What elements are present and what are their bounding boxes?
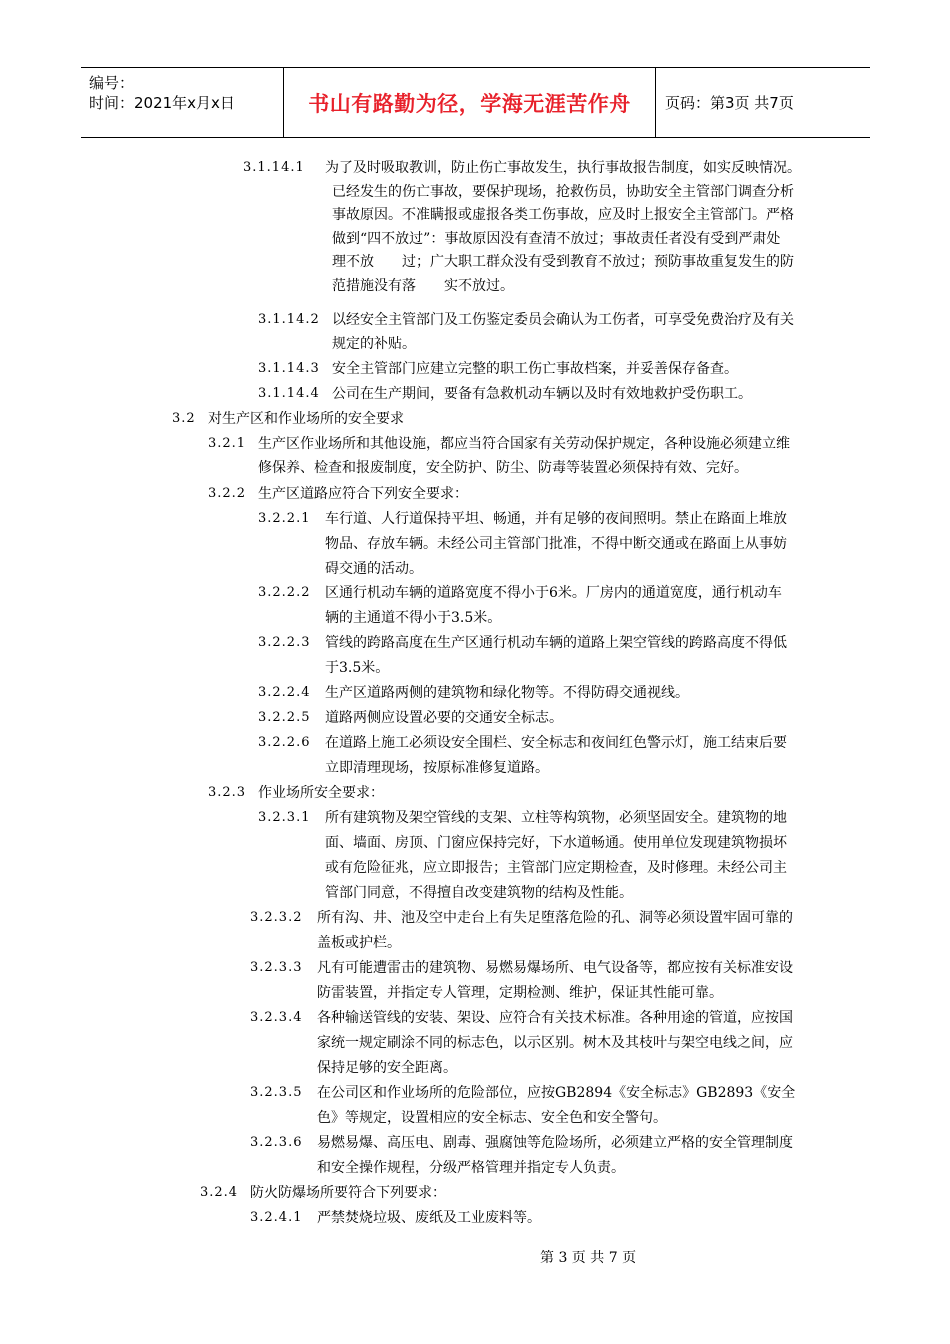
paragraph-line: 作业场所安全要求： [258,785,384,801]
header-motto: 书山有路勤为径，学海无涯苦作舟 [308,91,631,116]
paragraph-line: 所有建筑物及架空管线的支架、立柱等构筑物，必须坚固安全。建筑物的地 [325,810,787,826]
paragraph-line: 生产区道路应符合下列安全要求： [258,486,468,502]
section-number: 3.2.4.1 [250,1210,303,1225]
paragraph-line: 于3.5米。 [325,660,390,676]
paragraph-line: 生产区道路两侧的建筑物和绿化物等。不得防碍交通视线。 [325,685,689,701]
paragraph-line: 盖板或护栏。 [317,935,401,951]
section-number: 3.2.1 [208,436,247,451]
paragraph-line: 物品、存放车辆。未经公司主管部门批准，不得中断交通或在路面上从事妨 [325,536,787,552]
paragraph-line: 事故原因。不准瞒报或虚报各类工伤事故，应及时上报安全主管部门。严格 [332,207,794,223]
code-label: 编号： [89,74,135,92]
header-page-info: 页码：第3页 共7页 [665,94,794,112]
paragraph-line: 和安全操作规程，分级严格管理并指定专人负责。 [317,1160,625,1176]
section-number: 3.2.3.4 [250,1010,303,1025]
paragraph-line: 为了及时吸取教训，防止伤亡事故发生，执行事故报告制度，如实反映情况。 [325,160,801,176]
section-number: 3.2.3.6 [250,1135,303,1150]
section-number: 3.2.3.1 [258,810,311,825]
section-number: 3.2 [172,411,196,426]
paragraph-line: 易燃易爆、高压电、剧毒、强腐蚀等危险场所，必须建立严格的安全管理制度 [317,1135,793,1151]
page-header [81,67,870,138]
section-number: 3.2.4 [200,1185,239,1200]
paragraph-line: 色》等规定，设置相应的安全标志、安全色和安全警句。 [317,1110,667,1126]
section-number: 3.1.14.2 [258,312,320,327]
paragraph-line: 严禁焚烧垃圾、废纸及工业废料等。 [317,1210,541,1226]
paragraph-line: 车行道、人行道保持平坦、畅通，并有足够的夜间照明。禁止在路面上堆放 [325,511,787,527]
section-number: 3.2.3 [208,785,247,800]
paragraph-line: 理不放 过；广大职工群众没有受到教育不放过；预防事故重复发生的防 [332,254,794,270]
paragraph-line: 立即清理现场，按原标准修复道路。 [325,760,549,776]
paragraph-line: 区通行机动车辆的道路宽度不得小于6米。厂房内的通道宽度，通行机动车 [325,585,782,601]
section-number: 3.1.14.4 [258,386,320,401]
section-number: 3.2.2 [208,486,247,501]
section-number: 3.1.14.3 [258,361,320,376]
section-number: 3.2.3.2 [250,910,303,925]
section-number: 3.2.2.4 [258,685,311,700]
paragraph-line: 各种输送管线的安装、架设、应符合有关技术标准。各种用途的管道，应按国 [317,1010,793,1026]
paragraph-line: 管线的跨路高度在生产区通行机动车辆的道路上架空管线的跨路高度不得低 [325,635,787,651]
paragraph-line: 在道路上施工必须设安全围栏、安全标志和夜间红色警示灯，施工结束后要 [325,735,787,751]
section-number: 3.2.2.3 [258,635,311,650]
paragraph-line: 防火防爆场所要符合下列要求： [250,1185,446,1201]
paragraph-line: 碍交通的活动。 [325,561,423,577]
paragraph-line: 在公司区和作业场所的危险部位，应按GB2894《安全标志》GB2893《安全 [317,1085,796,1101]
time-label: 时间：2021年x月x日 [89,94,235,112]
header-meta [89,73,235,113]
paragraph-line: 修保养、检查和报废制度，安全防护、防尘、防毒等装置必须保持有效、完好。 [258,459,748,476]
section-number: 3.2.3.3 [250,960,303,975]
paragraph-line: 规定的补贴。 [332,335,416,352]
section-number: 3.2.2.2 [258,585,311,600]
paragraph-line: 保持足够的安全距离。 [317,1060,457,1076]
paragraph-line: 辆的主通道不得小于3.5米。 [325,610,502,626]
section-number: 3.2.2.5 [258,710,311,725]
section-number: 3.1.14.1 [243,160,305,175]
paragraph-line: 范措施没有落 实不放过。 [332,277,514,294]
page-footer: 第 3 页 共 7 页 [540,1250,637,1266]
paragraph-line: 面、墙面、房顶、门窗应保持完好，下水道畅通。使用单位发现建筑物损坏 [325,835,787,851]
paragraph-line: 或有危险征兆，应立即报告；主管部门应定期检查，及时修理。未经公司主 [325,860,787,876]
paragraph-line: 安全主管部门应建立完整的职工伤亡事故档案，并妥善保存备查。 [332,361,738,377]
paragraph-line: 凡有可能遭雷击的建筑物、易燃易爆场所、电气设备等，都应按有关标准安设 [317,960,793,976]
paragraph-line: 已经发生的伤亡事故，要保护现场，抢救伤员，协助安全主管部门调查分析 [332,183,794,200]
paragraph-line: 做到“四不放过”：事故原因没有查清不放过；事故责任者没有受到严肃处 [332,230,781,247]
paragraph-line: 道路两侧应设置必要的交通安全标志。 [325,710,563,726]
section-number: 3.2.3.5 [250,1085,303,1100]
header-divider [655,68,656,137]
paragraph-line: 管部门同意，不得擅自改变建筑物的结构及性能。 [325,885,633,901]
paragraph-line: 以经安全主管部门及工伤鉴定委员会确认为工伤者，可享受免费治疗及有关 [332,312,794,328]
paragraph-line: 对生产区和作业场所的安全要求 [208,411,404,427]
paragraph-line: 防雷装置，并指定专人管理，定期检测、维护，保证其性能可靠。 [317,985,723,1001]
paragraph-line: 公司在生产期间，要备有急救机动车辆以及时有效地救护受伤职工。 [332,386,752,402]
paragraph-line: 家统一规定刷涂不同的标志色，以示区别。树木及其枝叶与架空电线之间，应 [317,1035,793,1051]
section-number: 3.2.2.1 [258,511,311,526]
section-number: 3.2.2.6 [258,735,311,750]
paragraph-line: 所有沟、井、池及空中走台上有失足堕落危险的孔、洞等必须设置牢固可靠的 [317,910,793,926]
paragraph-line: 生产区作业场所和其他设施，都应当符合国家有关劳动保护规定，各种设施必须建立维 [258,436,790,452]
